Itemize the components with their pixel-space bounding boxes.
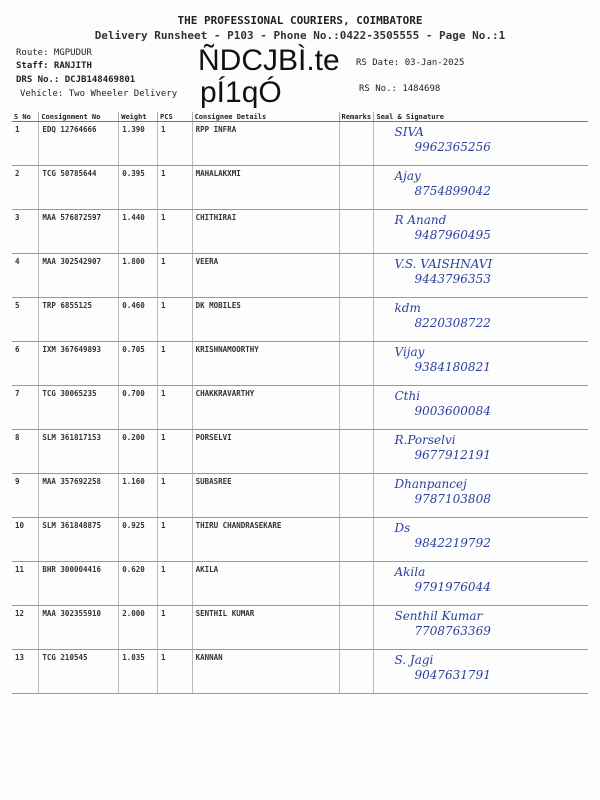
cell-sno: 3 (12, 210, 39, 254)
table-row (12, 518, 588, 562)
cell-weight: 0.620 (119, 562, 158, 606)
table-row (12, 166, 588, 210)
cell-pcs: 1 (158, 122, 193, 166)
cell-remarks (339, 474, 374, 518)
table-row (12, 650, 588, 694)
cell-weight: 1.440 (119, 210, 158, 254)
column-header: Consignment No (39, 112, 119, 122)
cell-weight: 0.200 (119, 430, 158, 474)
cell-sno: 11 (12, 562, 39, 606)
signature-name: Cthi (394, 389, 421, 403)
cell-consignee: MAHALAKXMI (192, 166, 339, 210)
cell-sno: 1 (12, 122, 39, 166)
cell-pcs: 1 (158, 606, 193, 650)
signature-phone: 9787103808 (414, 492, 491, 506)
cell-remarks (339, 562, 374, 606)
cell-cno: BHR 300004416 (39, 562, 119, 606)
cell-pcs: 1 (158, 342, 193, 386)
signature-name: Ajay (394, 169, 421, 183)
cell-sno: 8 (12, 430, 39, 474)
signature-name: Senthil Kumar (394, 609, 483, 623)
column-header: PCS (158, 112, 193, 122)
signature-name: Ds (394, 521, 411, 535)
rs-number: RS No.: 1484698 (359, 84, 441, 94)
table-row (12, 342, 588, 386)
signature-cell (374, 254, 588, 298)
cell-remarks (339, 298, 374, 342)
column-header: S No (12, 112, 39, 122)
cell-sno: 2 (12, 166, 39, 210)
cell-weight: 2.000 (119, 606, 158, 650)
cell-consignee: SENTHIL KUMAR (192, 606, 339, 650)
signature-cell (374, 606, 588, 650)
column-header: Remarks (339, 112, 374, 122)
column-header: Seal & Signature (374, 112, 588, 122)
signature-phone: 8754899042 (414, 184, 491, 198)
signature-phone: 8220308722 (414, 316, 491, 330)
signature-name: R Anand (394, 213, 447, 227)
rs-date: RS Date: 03-Jan-2025 (356, 58, 465, 68)
signature-phone: 9677912191 (414, 448, 491, 462)
cell-cno: MAA 357692258 (39, 474, 119, 518)
table-row (12, 430, 588, 474)
cell-cno: MAA 302355910 (39, 606, 119, 650)
cell-remarks (339, 430, 374, 474)
cell-pcs: 1 (158, 474, 193, 518)
signature-cell (374, 386, 588, 430)
cell-sno: 7 (12, 386, 39, 430)
signature-cell (374, 210, 588, 254)
signature-phone: 9962365256 (414, 140, 491, 154)
cell-cno: MAA 576872597 (39, 210, 119, 254)
cell-sno: 9 (12, 474, 39, 518)
company-title: THE PROFESSIONAL COURIERS, COIMBATORE (177, 14, 423, 27)
cell-consignee: VEERA (192, 254, 339, 298)
runsheet-subtitle: Delivery Runsheet - P103 - Phone No.:0422-3505555 - Page No.:1 (94, 29, 506, 42)
cell-consignee: KRISHNAMOORTHY (192, 342, 339, 386)
cell-consignee: CHITHIRAI (192, 210, 339, 254)
cell-pcs: 1 (158, 518, 193, 562)
cell-cno: IXM 367649893 (39, 342, 119, 386)
signature-name: V.S. VAISHNAVI (394, 257, 493, 271)
signature-name: S. Jagi (394, 653, 434, 667)
cell-consignee: AKILA (192, 562, 339, 606)
table-row (12, 254, 588, 298)
cell-remarks (339, 606, 374, 650)
signature-phone: 9003600084 (414, 404, 491, 418)
cell-remarks (339, 650, 374, 694)
cell-consignee: RPP INFRA (192, 122, 339, 166)
cell-weight: 0.395 (119, 166, 158, 210)
signature-cell (374, 342, 588, 386)
route: Route: MGPUDUR (16, 48, 92, 58)
cell-remarks (339, 254, 374, 298)
cell-weight: 1.390 (119, 122, 158, 166)
cell-weight: 1.800 (119, 254, 158, 298)
cell-cno: TRP 6855125 (39, 298, 119, 342)
overlay-text-1: ÑDCJBÌ.te (198, 44, 340, 77)
cell-remarks (339, 342, 374, 386)
column-header: Weight (119, 112, 158, 122)
drs-number: DRS No.: DCJB148469801 (16, 75, 136, 85)
table-row (12, 474, 588, 518)
cell-cno: EDQ 12764666 (39, 122, 119, 166)
cell-sno: 4 (12, 254, 39, 298)
cell-consignee: SUBASREE (192, 474, 339, 518)
cell-sno: 13 (12, 650, 39, 694)
signature-phone: 7708763369 (414, 624, 491, 638)
signature-phone: 9842219792 (414, 536, 491, 550)
cell-sno: 10 (12, 518, 39, 562)
cell-cno: TCG 210545 (39, 650, 119, 694)
cell-consignee: PORSELVI (192, 430, 339, 474)
vehicle: Vehicle: Two Wheeler Delivery (20, 89, 178, 99)
cell-remarks (339, 122, 374, 166)
signature-phone: 9791976044 (414, 580, 491, 594)
cell-pcs: 1 (158, 298, 193, 342)
overlay-text-2: pÍ1qÓ (200, 76, 282, 109)
cell-pcs: 1 (158, 166, 193, 210)
cell-remarks (339, 166, 374, 210)
column-header: Consignee Details (192, 112, 339, 122)
signature-cell (374, 650, 588, 694)
cell-cno: SLM 361817153 (39, 430, 119, 474)
signature-name: Akila (394, 565, 426, 579)
cell-weight: 1.035 (119, 650, 158, 694)
cell-pcs: 1 (158, 254, 193, 298)
signature-phone: 9384180821 (414, 360, 491, 374)
signature-name: Dhanpancej (394, 477, 467, 491)
signature-cell (374, 474, 588, 518)
cell-weight: 0.705 (119, 342, 158, 386)
table-row (12, 298, 588, 342)
table-row (12, 606, 588, 650)
cell-weight: 1.160 (119, 474, 158, 518)
signature-name: Vijay (394, 345, 425, 359)
cell-sno: 12 (12, 606, 39, 650)
cell-pcs: 1 (158, 650, 193, 694)
cell-cno: TCG 30065235 (39, 386, 119, 430)
cell-weight: 0.460 (119, 298, 158, 342)
signature-name: kdm (394, 301, 421, 315)
consignment-table (12, 112, 588, 694)
signature-phone: 9487960495 (414, 228, 491, 242)
cell-consignee: KANNAN (192, 650, 339, 694)
cell-weight: 0.925 (119, 518, 158, 562)
signature-name: R.Porselvi (394, 433, 456, 447)
cell-pcs: 1 (158, 210, 193, 254)
staff: Staff: RANJITH (16, 61, 92, 71)
cell-consignee: DK MOBILES (192, 298, 339, 342)
cell-cno: MAA 302542907 (39, 254, 119, 298)
signature-cell (374, 562, 588, 606)
signature-phone: 9443796353 (414, 272, 491, 286)
cell-remarks (339, 210, 374, 254)
signature-cell (374, 518, 588, 562)
signature-cell (374, 298, 588, 342)
cell-consignee: THIRU CHANDRASEKARE (192, 518, 339, 562)
cell-weight: 0.700 (119, 386, 158, 430)
table-row (12, 386, 588, 430)
cell-sno: 6 (12, 342, 39, 386)
cell-cno: SLM 361848875 (39, 518, 119, 562)
signature-name: SIVA (394, 125, 424, 139)
cell-remarks (339, 518, 374, 562)
signature-cell (374, 166, 588, 210)
cell-consignee: CHAKKRAVARTHY (192, 386, 339, 430)
signature-cell (374, 122, 588, 166)
cell-pcs: 1 (158, 386, 193, 430)
cell-pcs: 1 (158, 562, 193, 606)
cell-pcs: 1 (158, 430, 193, 474)
signature-phone: 9047631791 (414, 668, 491, 682)
table-row (12, 562, 588, 606)
table-row (12, 210, 588, 254)
table-row (12, 122, 588, 166)
cell-sno: 5 (12, 298, 39, 342)
cell-cno: TCG 50785644 (39, 166, 119, 210)
signature-cell (374, 430, 588, 474)
cell-remarks (339, 386, 374, 430)
